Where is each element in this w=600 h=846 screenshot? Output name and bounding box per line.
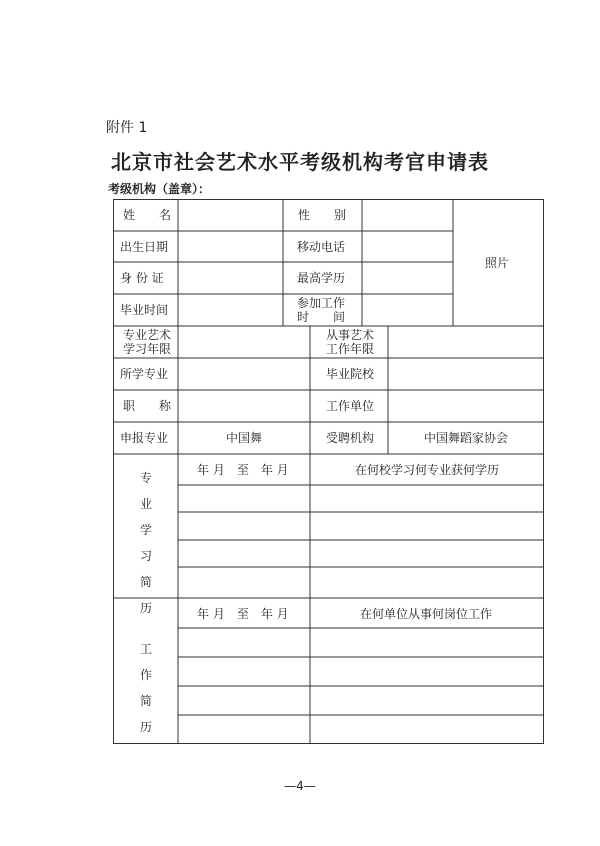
work-start-label-line1: 参加工作: [297, 296, 346, 310]
work-history-label: [136, 636, 156, 740]
work-date-header: 年 月 至 年 月: [197, 607, 289, 621]
art-years-label-line1: 从事艺术: [326, 328, 375, 342]
page-number: —4—: [284, 779, 316, 793]
grad-time-label: 毕业时间: [120, 303, 169, 317]
study-history-char: 专: [139, 471, 152, 485]
study-years-label-line1: 专业艺术: [123, 328, 172, 342]
id-label: 身 份 证: [120, 271, 164, 285]
org-label: 考级机构（盖章）：: [108, 182, 211, 196]
study-history-char: 业: [139, 497, 152, 511]
gender-label: 性 别: [298, 208, 347, 222]
study-history-label: [136, 465, 156, 621]
work-desc-header: 在何单位从事何岗位工作: [360, 607, 493, 621]
title-rank-label: 职 称: [123, 399, 172, 413]
apply-major-value: 中国舞: [226, 431, 263, 445]
photo-placeholder: 照片: [485, 256, 510, 270]
major-label: 所学专业: [120, 367, 169, 381]
name-label: 姓 名: [123, 208, 172, 222]
study-years-label-line2: 学习年限: [123, 342, 172, 356]
apply-major-label: 申报专业: [120, 431, 169, 445]
study-history-char: 学: [139, 523, 152, 537]
work-start-label-line2: 时 间: [297, 310, 346, 324]
work-history-char: 简: [139, 694, 152, 708]
school-label: 毕业院校: [326, 367, 375, 381]
hiring-org-label: 受聘机构: [326, 431, 375, 445]
study-date-header: 年 月 至 年 月: [197, 463, 289, 477]
attachment-label: 附件 1: [106, 120, 148, 136]
art-years-label-line2: 工作年限: [326, 342, 375, 356]
hiring-org-value: 中国舞蹈家协会: [424, 431, 509, 445]
study-history-char: 习: [139, 549, 152, 563]
work-history-char: 工: [139, 642, 152, 656]
page-title: 北京市社会艺术水平考级机构考官申请表: [111, 150, 489, 174]
work-history-char: 历: [139, 720, 152, 734]
study-history-char: 简: [139, 575, 152, 589]
work-history-char: 作: [139, 668, 152, 682]
birth-label: 出生日期: [120, 240, 169, 254]
phone-label: 移动电话: [297, 240, 346, 254]
education-label: 最高学历: [297, 271, 346, 285]
employer-label: 工作单位: [326, 399, 375, 413]
study-desc-header: 在何校学习何专业获何学历: [355, 463, 500, 477]
study-history-char: 历: [139, 601, 152, 615]
